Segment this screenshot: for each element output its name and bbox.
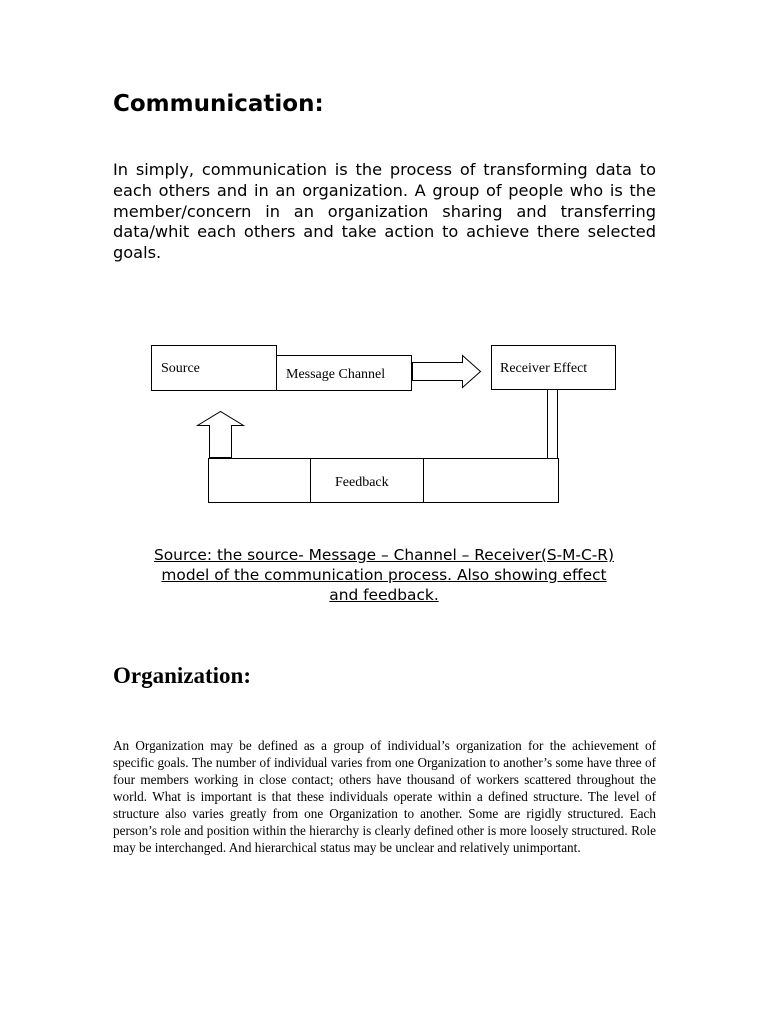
caption-line-3: and feedback. [329,586,439,604]
receiver-effect-label: Receiver Effect [500,361,588,376]
message-channel-label: Message Channel [286,367,386,382]
communication-heading: Communication: [113,91,324,117]
organization-paragraph: An Organization may be defined as a group of individual’s organization for the achievement of specific goals. The number of individual varies from one Organization to another’s some have three of four members working in close contact; others have thousand of workers scattered throughout the world. What is important is that these individuals operate within a defined structure. The level of structure also varies greatly from one Organization to another. Some are rigidly structured. Each person’s role and position within the hierarchy is clearly defined other is more loosely structured. Role may be interchanged. And hierarchical status may be unclear and relatively unimportant. [113,738,656,855]
feedback-label: Feedback [335,475,389,490]
source-label: Source [161,361,200,376]
organization-heading: Organization: [113,663,251,688]
up-arrow-icon [198,412,244,458]
communication-intro-paragraph: In simply, communication is the process of transforming data to each others and in an organization. A group of people who is the member/concern in an organization sharing and transferring data/whit each others and take action to achieve there selected goals. [113,160,656,263]
caption-line-2: model of the communication process. Also showing effect [161,566,607,584]
right-arrow-icon [413,356,481,388]
diagram-caption [100,545,668,605]
caption-line-1: Source: the source- Message – Channel – Receiver(S-M-C-R) [154,546,614,564]
